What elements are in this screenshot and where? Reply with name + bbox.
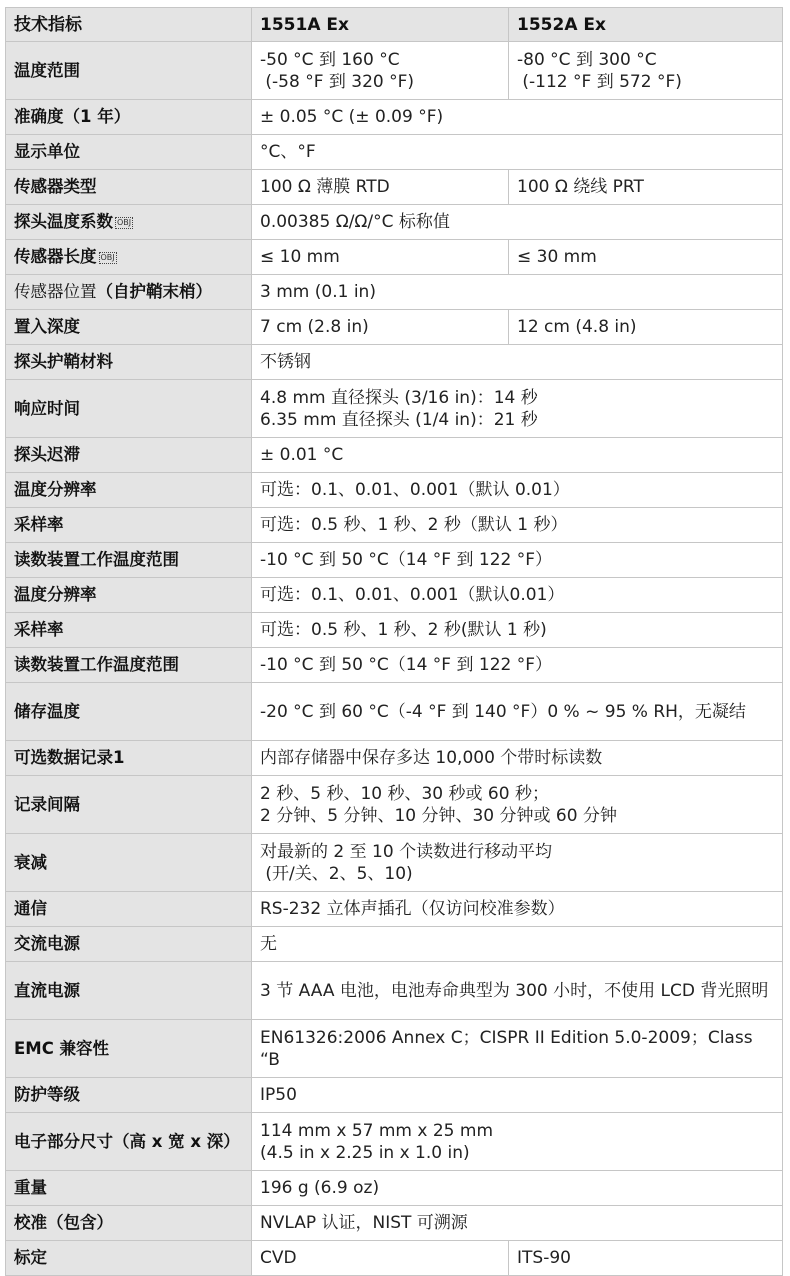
table-row bbox=[6, 1171, 783, 1206]
spec-value-line: ± 0.05 °C (± 0.09 °F) bbox=[260, 107, 444, 127]
spec-label-text: EMC 兼容性 bbox=[14, 1038, 110, 1058]
spec-label bbox=[6, 473, 252, 508]
spec-value-line: (4.5 in x 2.25 in x 1.0 in) bbox=[260, 1142, 470, 1163]
spec-value-1551a bbox=[252, 1241, 509, 1276]
spec-label-text: 采样率 bbox=[14, 620, 64, 639]
table-row bbox=[6, 240, 783, 275]
spec-value-both-models bbox=[252, 205, 783, 240]
spec-value-both-models bbox=[252, 834, 783, 892]
spec-value-line: 7 cm (2.8 in) bbox=[260, 317, 369, 337]
spec-value-line: 114 mm x 57 mm x 25 mm bbox=[260, 1120, 494, 1141]
spec-label bbox=[6, 683, 252, 741]
spec-label bbox=[6, 100, 252, 135]
spec-label bbox=[6, 613, 252, 648]
spec-label bbox=[6, 1206, 252, 1241]
object-placeholder-icon: OBJ bbox=[100, 252, 115, 262]
spec-value-both-models bbox=[252, 683, 783, 741]
spec-value-line: 对最新的 2 至 10 个读数进行移动平均 bbox=[260, 841, 553, 862]
spec-label bbox=[6, 1241, 252, 1276]
spec-label-text: 探头温度系数 bbox=[14, 212, 113, 231]
spec-label bbox=[6, 275, 252, 310]
spec-value-both-models bbox=[252, 962, 783, 1020]
header-model-1552a: 1552A Ex bbox=[509, 8, 783, 42]
table-row bbox=[6, 578, 783, 613]
spec-value-both-models bbox=[252, 135, 783, 170]
spec-label-text: 可选数据记录1 bbox=[14, 748, 125, 767]
spec-label bbox=[6, 205, 252, 240]
spec-label bbox=[6, 1113, 252, 1171]
spec-value-1551a bbox=[252, 170, 509, 205]
spec-value-both-models bbox=[252, 1020, 783, 1078]
spec-value-line: 2 秒、5 秒、10 秒、30 秒或 60 秒； bbox=[260, 783, 549, 804]
table-row bbox=[6, 1206, 783, 1241]
table-row bbox=[6, 741, 783, 776]
spec-value-line: ± 0.01 °C bbox=[260, 445, 344, 465]
spec-label-text: 探头护鞘材料 bbox=[14, 352, 113, 371]
spec-value-1551a bbox=[252, 240, 509, 275]
spec-value-both-models bbox=[252, 275, 783, 310]
spec-label bbox=[6, 892, 252, 927]
spec-value-1552a bbox=[509, 310, 783, 345]
table-row bbox=[6, 508, 783, 543]
spec-label bbox=[6, 508, 252, 543]
spec-value-1552a bbox=[509, 170, 783, 205]
spec-label-text: 直流电源 bbox=[14, 980, 80, 1000]
spec-label-text: 重量 bbox=[14, 1178, 47, 1197]
spec-label-text: 温度分辨率 bbox=[14, 480, 97, 499]
table-row bbox=[6, 100, 783, 135]
spec-value-both-models bbox=[252, 380, 783, 438]
spec-label-text: 标定 bbox=[14, 1248, 47, 1267]
spec-value-line: -10 °C 到 50 °C（14 °F 到 122 °F） bbox=[260, 655, 553, 675]
spec-value-line: 0.00385 Ω/Ω/°C 标称值 bbox=[260, 212, 450, 232]
spec-value-line: 12 cm (4.8 in) bbox=[517, 317, 637, 337]
spec-value-line: 100 Ω 绕线 PRT bbox=[517, 177, 644, 197]
spec-value-both-models bbox=[252, 1171, 783, 1206]
table-header-row bbox=[6, 8, 783, 42]
spec-value-line: -50 °C 到 160 °C bbox=[260, 49, 400, 70]
spec-value-line: NVLAP 认证，NIST 可溯源 bbox=[260, 1213, 468, 1233]
spec-value-both-models bbox=[252, 1206, 783, 1241]
table-row bbox=[6, 613, 783, 648]
spec-label-text: 传感器类型 bbox=[14, 177, 97, 196]
spec-label-text: 传感器长度 bbox=[14, 247, 97, 266]
spec-label-text: 读数装置工作温度范围 bbox=[14, 550, 179, 569]
spec-value-both-models bbox=[252, 578, 783, 613]
spec-value-line: 可选：0.1、0.01、0.001（默认0.01） bbox=[260, 585, 565, 605]
spec-value-both-models bbox=[252, 892, 783, 927]
spec-value-both-models bbox=[252, 345, 783, 380]
spec-label bbox=[6, 1078, 252, 1113]
spec-value-line: 4.8 mm 直径探头 (3/16 in)：14 秒 bbox=[260, 387, 538, 408]
spec-value-line: 无 bbox=[260, 934, 277, 954]
spec-value-line: (开/关、2、5、10) bbox=[260, 863, 413, 884]
table-row bbox=[6, 473, 783, 508]
table-row bbox=[6, 345, 783, 380]
spec-value-1551a bbox=[252, 42, 509, 100]
spec-value-line: 可选：0.5 秒、1 秒、2 秒（默认 1 秒） bbox=[260, 515, 568, 535]
spec-value-1551a bbox=[252, 310, 509, 345]
spec-value-line: -80 °C 到 300 °C bbox=[517, 49, 657, 70]
spec-label bbox=[6, 578, 252, 613]
spec-table-container bbox=[5, 7, 783, 1276]
spec-value-line: EN61326:2006 Annex C；CISPR II Edition 5.0-2009；Class “B bbox=[260, 1027, 758, 1070]
spec-label-text: 衰减 bbox=[14, 852, 47, 872]
object-placeholder-icon: OBJ bbox=[117, 217, 132, 227]
spec-value-line: IP50 bbox=[260, 1085, 297, 1105]
spec-label bbox=[6, 741, 252, 776]
spec-label-text: 交流电源 bbox=[14, 934, 80, 953]
table-row bbox=[6, 962, 783, 1020]
spec-label-text: 准确度（1 年） bbox=[14, 107, 131, 126]
spec-value-line: 3 节 AAA 电池，电池寿命典型为 300 小时，不使用 LCD 背光照明 bbox=[260, 980, 769, 1001]
spec-label-text: 记录间隔 bbox=[14, 794, 80, 814]
spec-label-text: 显示单位 bbox=[14, 142, 80, 161]
table-row bbox=[6, 543, 783, 578]
spec-value-line: CVD bbox=[260, 1248, 297, 1268]
table-row bbox=[6, 1113, 783, 1171]
table-row bbox=[6, 380, 783, 438]
spec-label-text: 探头迟滞 bbox=[14, 445, 80, 464]
spec-value-line: °C、°F bbox=[260, 142, 316, 162]
spec-label bbox=[6, 438, 252, 473]
spec-label bbox=[6, 543, 252, 578]
spec-label bbox=[6, 42, 252, 100]
spec-label bbox=[6, 648, 252, 683]
table-row bbox=[6, 170, 783, 205]
spec-label-text: 通信 bbox=[14, 899, 47, 918]
table-row bbox=[6, 42, 783, 100]
spec-table bbox=[5, 7, 783, 1276]
table-row bbox=[6, 648, 783, 683]
table-row bbox=[6, 438, 783, 473]
spec-value-line: ITS-90 bbox=[517, 1248, 571, 1268]
spec-value-line: -10 °C 到 50 °C（14 °F 到 122 °F） bbox=[260, 550, 553, 570]
spec-value-line: 可选：0.1、0.01、0.001（默认 0.01） bbox=[260, 480, 570, 500]
spec-label bbox=[6, 962, 252, 1020]
spec-label-text: 置入深度 bbox=[14, 317, 80, 336]
spec-value-line: (-58 °F 到 320 °F) bbox=[260, 71, 415, 92]
table-row bbox=[6, 1020, 783, 1078]
spec-value-line: 可选：0.5 秒、1 秒、2 秒(默认 1 秒) bbox=[260, 620, 547, 640]
spec-value-both-models bbox=[252, 543, 783, 578]
spec-value-line: -20 °C 到 60 °C（-4 °F 到 140 °F）0 % ~ 95 % RH，无凝结 bbox=[260, 701, 746, 722]
spec-value-both-models bbox=[252, 473, 783, 508]
spec-label bbox=[6, 380, 252, 438]
table-row bbox=[6, 1078, 783, 1113]
spec-label bbox=[6, 834, 252, 892]
spec-label-qualifier: （自护鞘末梢） bbox=[96, 282, 212, 301]
table-row bbox=[6, 834, 783, 892]
spec-value-line: ≤ 30 mm bbox=[517, 247, 597, 267]
spec-value-line: 100 Ω 薄膜 RTD bbox=[260, 177, 390, 197]
spec-value-line: 不锈钢 bbox=[260, 352, 311, 372]
spec-label bbox=[6, 240, 252, 275]
spec-value-both-models bbox=[252, 438, 783, 473]
table-row bbox=[6, 275, 783, 310]
spec-label-text: 电子部分尺寸（高 x 宽 x 深） bbox=[14, 1131, 240, 1151]
spec-value-line: RS-232 立体声插孔（仅访问校准参数） bbox=[260, 899, 565, 919]
spec-label bbox=[6, 1171, 252, 1206]
spec-value-both-models bbox=[252, 508, 783, 543]
spec-label bbox=[6, 776, 252, 834]
spec-value-line: 内部存储器中保存多达 10,000 个带时标读数 bbox=[260, 748, 603, 768]
spec-label-text: 传感器位置 bbox=[14, 282, 97, 301]
spec-value-both-models bbox=[252, 776, 783, 834]
table-row bbox=[6, 892, 783, 927]
spec-label-text: 储存温度 bbox=[14, 701, 80, 721]
spec-value-1552a bbox=[509, 42, 783, 100]
spec-value-both-models bbox=[252, 1113, 783, 1171]
spec-value-1552a bbox=[509, 240, 783, 275]
spec-label-text: 采样率 bbox=[14, 515, 64, 534]
spec-value-line: 2 分钟、5 分钟、10 分钟、30 分钟或 60 分钟 bbox=[260, 805, 617, 826]
spec-value-both-models bbox=[252, 1078, 783, 1113]
spec-value-both-models bbox=[252, 613, 783, 648]
spec-value-both-models bbox=[252, 648, 783, 683]
spec-label bbox=[6, 1020, 252, 1078]
spec-label bbox=[6, 927, 252, 962]
spec-value-1552a bbox=[509, 1241, 783, 1276]
spec-label-text: 防护等级 bbox=[14, 1085, 80, 1104]
table-row bbox=[6, 205, 783, 240]
spec-label bbox=[6, 345, 252, 380]
table-row bbox=[6, 135, 783, 170]
spec-value-line: 6.35 mm 直径探头 (1/4 in)：21 秒 bbox=[260, 409, 538, 430]
spec-value-both-models bbox=[252, 927, 783, 962]
table-row bbox=[6, 1241, 783, 1276]
table-row bbox=[6, 927, 783, 962]
spec-value-line: 3 mm (0.1 in) bbox=[260, 282, 376, 302]
header-model-1551a: 1551A Ex bbox=[252, 8, 509, 42]
spec-label-text: 读数装置工作温度范围 bbox=[14, 655, 179, 674]
spec-label bbox=[6, 170, 252, 205]
spec-label-text: 响应时间 bbox=[14, 398, 80, 418]
spec-value-both-models bbox=[252, 741, 783, 776]
spec-value-line: (-112 °F 到 572 °F) bbox=[517, 71, 682, 92]
spec-value-line: ≤ 10 mm bbox=[260, 247, 340, 267]
table-row bbox=[6, 310, 783, 345]
spec-value-both-models bbox=[252, 100, 783, 135]
spec-label-text: 温度范围 bbox=[14, 60, 80, 80]
spec-label-text: 温度分辨率 bbox=[14, 585, 97, 604]
spec-label-text: 校准（包含） bbox=[14, 1213, 113, 1232]
header-spec: 技术指标 bbox=[6, 8, 252, 42]
table-row bbox=[6, 776, 783, 834]
spec-value-line: 196 g (6.9 oz) bbox=[260, 1178, 380, 1198]
spec-label bbox=[6, 310, 252, 345]
table-row bbox=[6, 683, 783, 741]
spec-table-body bbox=[6, 8, 783, 1276]
spec-label bbox=[6, 135, 252, 170]
